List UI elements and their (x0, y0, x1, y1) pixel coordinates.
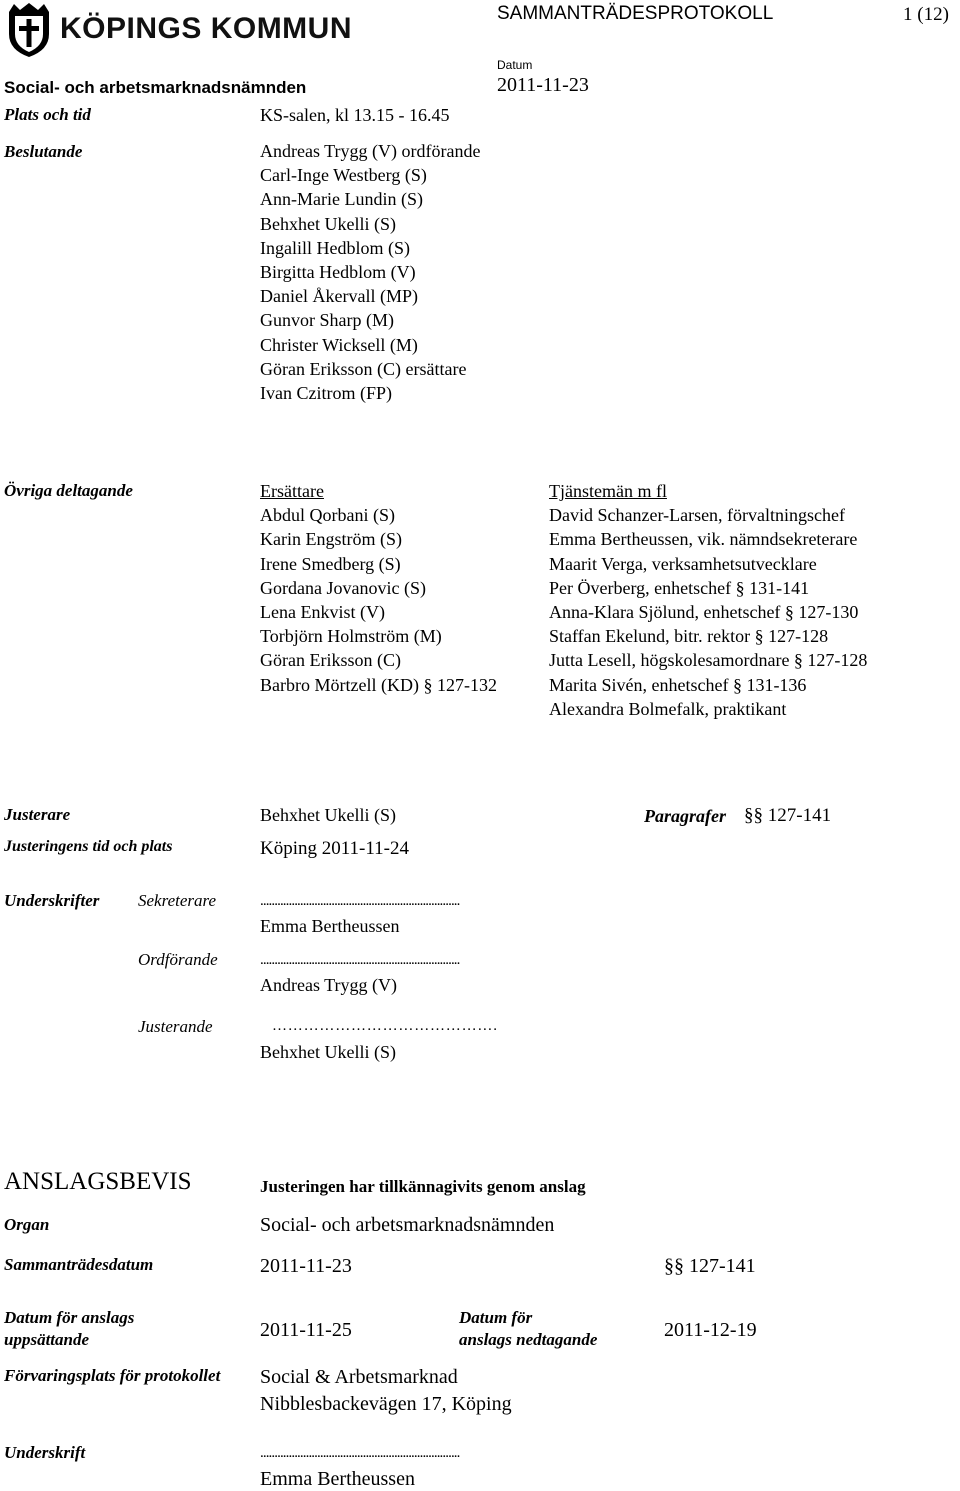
meeting-date: 2011-11-23 (497, 74, 589, 96)
organ-label: Organ (4, 1215, 50, 1234)
official: Jutta Lesell, högskolesamordnare § 127-128 (549, 650, 868, 671)
substitute: Irene Smedberg (S) (260, 553, 401, 574)
paragraphs-value: §§ 127-141 (744, 805, 832, 826)
coat-of-arms-icon (6, 2, 52, 58)
member: Carl-Inge Westberg (S) (260, 165, 427, 186)
substitute: Göran Eriksson (C) (260, 650, 401, 671)
member: Christer Wicksell (M) (260, 334, 418, 355)
member: Gunvor Sharp (M) (260, 310, 394, 331)
signature-line: ...................................................................... (260, 893, 460, 909)
member: Ivan Czitrom (FP) (260, 382, 392, 403)
posted-date-label-line2: uppsättande (4, 1330, 90, 1349)
substitute: Torbjörn Holmström (M) (260, 626, 442, 647)
document-type: SAMMANTRÄDESPROTOKOLL (497, 3, 774, 24)
substitute: Lena Enkvist (V) (260, 601, 385, 622)
signature-role-chair: Ordförande (138, 950, 218, 969)
adjuster-label: Justerare (4, 805, 71, 824)
member: Göran Eriksson (C) ersättare (260, 358, 467, 379)
date-label: Datum (497, 58, 533, 72)
removed-date-value: 2011-12-19 (664, 1319, 757, 1341)
member: Ann-Marie Lundin (S) (260, 189, 423, 210)
decision-makers-label: Beslutande (4, 142, 83, 161)
official: Anna-Klara Sjölund, enhetschef § 127-130 (549, 601, 859, 622)
member: Behxhet Ukelli (S) (260, 213, 396, 234)
signature-line: ...................................................................... (260, 952, 460, 968)
page-indicator: 1 (12) (903, 4, 949, 25)
storage-line-2: Nibblesbackevägen 17, Köping (260, 1393, 512, 1415)
meeting-date-value: 2011-11-23 (260, 1255, 352, 1277)
posted-date-label-line1: Datum för anslags (4, 1308, 135, 1327)
notice-subtitle: Justeringen har tillkännagivits genom anslag (260, 1177, 586, 1196)
notice-signature-label: Underskrift (4, 1443, 86, 1462)
municipality-name: KÖPINGS KOMMUN (60, 12, 352, 45)
adjustment-time-place-value: Köping 2011-11-24 (260, 838, 409, 859)
official: Marita Sivén, enhetschef § 131-136 (549, 674, 807, 695)
member: Birgitta Hedblom (V) (260, 261, 416, 282)
official: Per Överberg, enhetschef § 131-141 (549, 577, 810, 598)
officials-heading: Tjänstemän m fl (549, 481, 667, 501)
substitute: Abdul Qorbani (S) (260, 505, 395, 526)
signature-name: Behxhet Ukelli (S) (260, 1042, 396, 1062)
organ-value: Social- och arbetsmarknadsnämnden (260, 1214, 555, 1236)
substitutes-heading: Ersättare (260, 481, 324, 501)
officials-list (549, 479, 867, 721)
member: Ingalill Hedblom (S) (260, 237, 410, 258)
substitute: Barbro Mörtzell (KD) § 127-132 (260, 674, 497, 695)
adjuster-name: Behxhet Ukelli (S) (260, 805, 396, 825)
member: Andreas Trygg (V) ordförande (260, 141, 481, 161)
signature-name: Emma Bertheussen (260, 916, 400, 936)
member: Daniel Åkervall (MP) (260, 286, 418, 307)
signature-role-secretary: Sekreterare (138, 891, 217, 910)
signature-role-adjuster: Justerande (138, 1017, 213, 1036)
official: David Schanzer-Larsen, förvaltningschef (549, 505, 846, 526)
notice-title: ANSLAGSBEVIS (4, 1168, 192, 1195)
signatures-label: Underskrifter (4, 891, 100, 910)
signature-line: ……………………………………. (272, 1018, 498, 1034)
decision-makers-list (260, 139, 480, 405)
storage-line-1: Social & Arbetsmarknad (260, 1366, 458, 1388)
other-participants-label: Övriga deltagande (4, 481, 133, 500)
substitutes-list (260, 479, 497, 697)
posted-date-value: 2011-11-25 (260, 1319, 352, 1341)
signature-name: Andreas Trygg (V) (260, 975, 397, 995)
place-time-value: KS-salen, kl 13.15 - 16.45 (260, 105, 450, 125)
meeting-paragraphs: §§ 127-141 (664, 1255, 756, 1277)
substitute: Karin Engström (S) (260, 529, 402, 550)
meeting-date-label: Sammanträdesdatum (4, 1255, 154, 1274)
official: Emma Bertheussen, vik. nämndsekreterare (549, 529, 858, 550)
committee-name: Social- och arbetsmarknadsnämnden (4, 78, 307, 97)
storage-label: Förvaringsplats för protokollet (4, 1366, 221, 1385)
adjustment-time-place-label: Justeringens tid och plats (4, 838, 173, 855)
official: Maarit Verga, verksamhetsutvecklare (549, 553, 817, 574)
official: Alexandra Bolmefalk, praktikant (549, 698, 787, 719)
notice-signature-line: ...................................................................... (260, 1445, 460, 1461)
paragraphs-label: Paragrafer (644, 806, 726, 826)
removed-date-label-line2: anslags nedtagande (459, 1330, 598, 1349)
notice-signature-name: Emma Bertheussen (260, 1468, 415, 1490)
place-time-label: Plats och tid (4, 105, 91, 124)
substitute: Gordana Jovanovic (S) (260, 577, 426, 598)
municipal-logo (6, 2, 52, 58)
removed-date-label-line1: Datum för (459, 1308, 533, 1327)
official: Staffan Ekelund, bitr. rektor § 127-128 (549, 626, 829, 647)
